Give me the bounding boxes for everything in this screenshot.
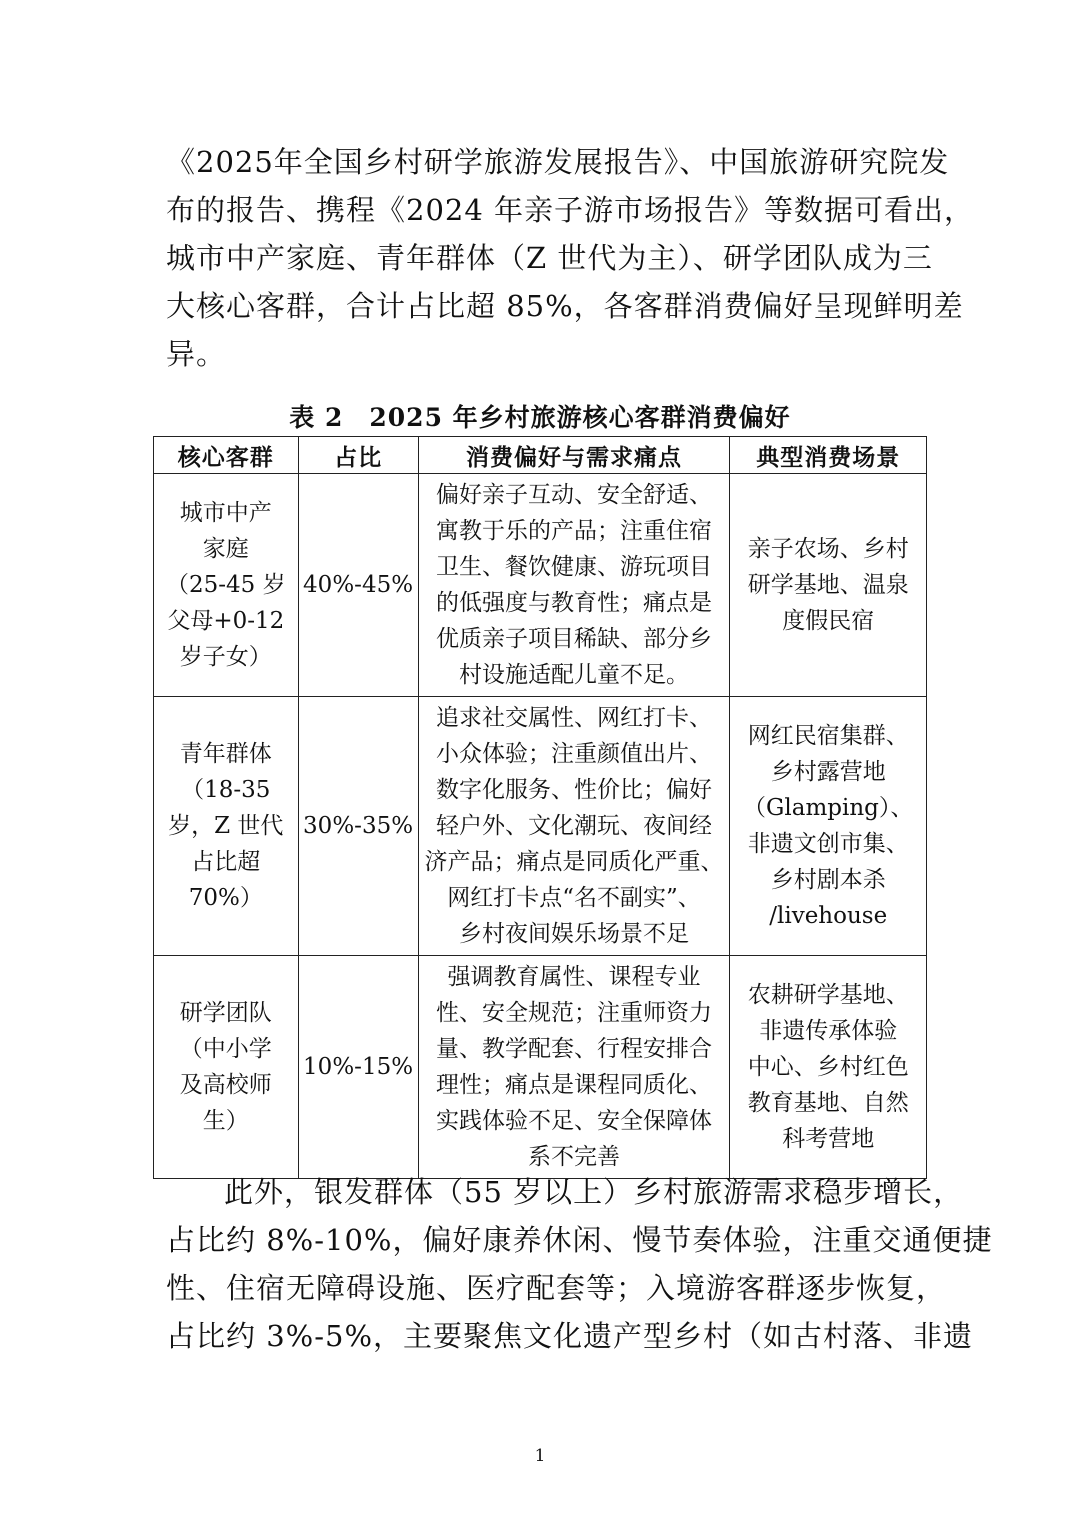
intro-line: 大核心客群，合计占比超 85%，各客群消费偏好呈现鲜明差 <box>166 289 964 323</box>
closing-paragraph <box>166 1168 993 1360</box>
cell-line: 中心、乡村红色 <box>747 1054 909 1080</box>
closing-line: 占比约 3%-5%，主要聚焦文化遗产型乡村（如古村落、非遗 <box>166 1319 974 1353</box>
share-cell: 30%-35% <box>298 697 418 956</box>
cell-line: 村设施适配儿童不足。 <box>458 662 689 688</box>
cell-line: 追求社交属性、网红打卡、 <box>435 705 712 731</box>
scene-cell <box>730 697 927 956</box>
cell-line: 家庭 <box>202 536 249 562</box>
cell-line: 青年群体 <box>179 741 272 767</box>
cell-line: 系不完善 <box>527 1144 620 1170</box>
header-preference: 消费偏好与需求痛点 <box>418 437 730 474</box>
cell-line: 及高校师 <box>179 1072 272 1098</box>
cell-line: 度假民宿 <box>782 608 875 634</box>
cell-line: 教育基地、自然 <box>747 1090 909 1116</box>
intro-paragraph <box>166 138 975 378</box>
cell-line: 数字化服务、性价比；偏好 <box>435 777 712 803</box>
cell-line: 强调教育属性、课程专业 <box>447 964 701 990</box>
header-core-group: 核心客群 <box>154 437 299 474</box>
table-row <box>154 474 927 697</box>
cell-line: 研学团队 <box>179 1000 272 1026</box>
cell-line: （25-45 岁 <box>165 572 286 598</box>
cell-line: 非遗传承体验 <box>759 1018 898 1044</box>
cell-line: 济产品；痛点是同质化严重、 <box>424 849 724 875</box>
table-caption: 表 2 2025 年乡村旅游核心客群消费偏好 <box>289 403 791 432</box>
cell-line: 岁子女） <box>179 644 272 670</box>
cell-line: 城市中产 <box>179 500 272 526</box>
cell-line: 优质亲子项目稀缺、部分乡 <box>435 626 712 652</box>
table-header-row <box>154 437 927 474</box>
intro-line: 城市中产家庭、青年群体（Z 世代为主）、研学团队成为三 <box>166 241 933 275</box>
cell-line: 科考营地 <box>782 1126 875 1152</box>
cell-line: 研学基地、温泉 <box>747 572 909 598</box>
cell-line: 实践体验不足、安全保障体 <box>435 1108 712 1134</box>
cell-line: 占比超 <box>191 849 261 875</box>
closing-line: 此外，银发群体（55 岁以上）乡村旅游需求稳步增长， <box>224 1175 964 1209</box>
share-cell: 10%-15% <box>298 956 418 1179</box>
cell-line: 偏好亲子互动、安全舒适、 <box>435 482 712 508</box>
cell-line: 70%） <box>188 885 263 911</box>
cell-line: 卫生、餐饮健康、游玩项目 <box>435 554 712 580</box>
header-share: 占比 <box>298 437 418 474</box>
cell-line: （Glamping）、 <box>743 795 914 821</box>
intro-line: 布的报告、携程《2024 年亲子游市场报告》等数据可看出， <box>166 193 975 227</box>
cell-line: 网红民宿集群、 <box>747 723 909 749</box>
cell-line: （18-35 <box>181 777 271 803</box>
preference-cell <box>418 474 730 697</box>
share-cell: 40%-45% <box>298 474 418 697</box>
preference-cell <box>418 956 730 1179</box>
cell-line: 理性；痛点是课程同质化、 <box>435 1072 712 1098</box>
consumer-preference-table <box>153 436 927 1179</box>
cell-line: 非遗文创市集、 <box>747 831 909 857</box>
cell-line: 父母+0-12 <box>167 608 285 634</box>
group-cell <box>154 956 299 1179</box>
intro-line: 《2025年全国乡村研学旅游发展报告》、中国旅游研究院发 <box>166 145 950 179</box>
cell-line: （中小学 <box>179 1036 272 1062</box>
cell-line: 乡村夜间娱乐场景不足 <box>458 921 689 947</box>
closing-line: 占比约 8%-10%，偏好康养休闲、慢节奏体验，注重交通便捷 <box>166 1223 993 1257</box>
closing-line: 性、住宿无障碍设施、医疗配套等；入境游客群逐步恢复， <box>166 1271 947 1305</box>
cell-line: 亲子农场、乡村 <box>747 536 909 562</box>
group-cell <box>154 474 299 697</box>
cell-line: 性、安全规范；注重师资力 <box>435 1000 712 1026</box>
cell-line: /livehouse <box>769 903 888 929</box>
header-scene: 典型消费场景 <box>730 437 927 474</box>
cell-line: 量、教学配套、行程安排合 <box>435 1036 712 1062</box>
cell-line: 乡村露营地 <box>770 759 886 785</box>
table-row <box>154 956 927 1179</box>
table-row <box>154 697 927 956</box>
cell-line: 寓教于乐的产品；注重住宿 <box>435 518 712 544</box>
cell-line: 的低强度与教育性；痛点是 <box>435 590 712 616</box>
cell-line: 乡村剧本杀 <box>770 867 886 893</box>
cell-line: 轻户外、文化潮玩、夜间经 <box>435 813 712 839</box>
cell-line: 生） <box>202 1108 249 1134</box>
intro-line: 异。 <box>166 337 227 371</box>
cell-line: 小众体验；注重颜值出片、 <box>435 741 712 767</box>
group-cell <box>154 697 299 956</box>
cell-line: 岁，Z 世代 <box>168 813 284 839</box>
cell-line: 网红打卡点“名不副实”、 <box>447 885 701 911</box>
scene-cell <box>730 474 927 697</box>
cell-line: 农耕研学基地、 <box>747 982 909 1008</box>
scene-cell <box>730 956 927 1179</box>
page-number: 1 <box>534 1446 546 1466</box>
preference-cell <box>418 697 730 956</box>
